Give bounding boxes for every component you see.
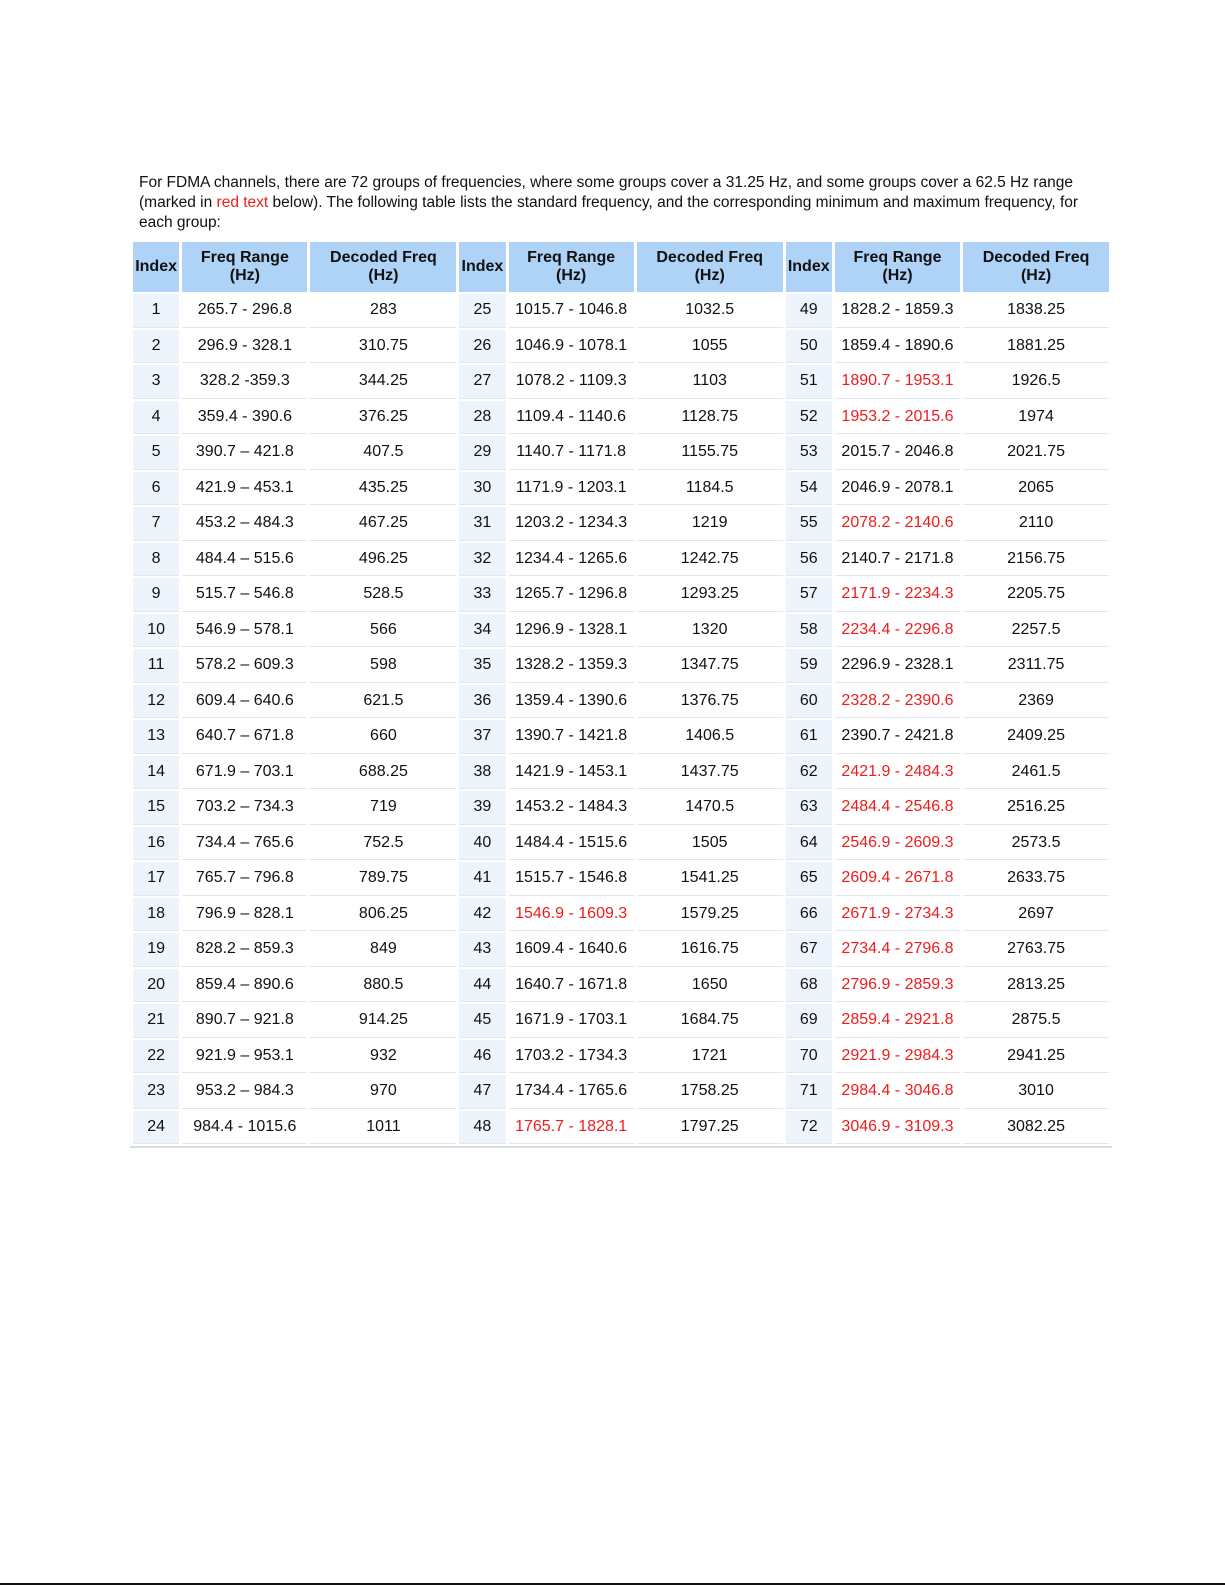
cell-freq-range: 1171.9 - 1203.1	[509, 472, 634, 506]
cell-freq-range: 828.2 – 859.3	[182, 933, 307, 967]
cell-decoded-freq: 970	[310, 1075, 456, 1109]
cell-decoded-freq: 496.25	[310, 543, 456, 577]
cell-decoded-freq: 1797.25	[637, 1111, 783, 1145]
cell-index: 62	[786, 756, 832, 790]
cell-freq-range: 328.2 -359.3	[182, 365, 307, 399]
cell-decoded-freq: 1437.75	[637, 756, 783, 790]
cell-freq-range: 265.7 - 296.8	[182, 294, 307, 328]
cell-index: 7	[133, 507, 179, 541]
cell-index: 29	[459, 436, 505, 470]
cell-index: 63	[786, 791, 832, 825]
cell-index: 67	[786, 933, 832, 967]
cell-decoded-freq: 435.25	[310, 472, 456, 506]
cell-freq-range: 1046.9 - 1078.1	[509, 330, 634, 364]
cell-freq-range: 359.4 - 390.6	[182, 401, 307, 435]
cell-freq-range: 1609.4 - 1640.6	[509, 933, 634, 967]
cell-freq-range: 1015.7 - 1046.8	[509, 294, 634, 328]
cell-decoded-freq: 1320	[637, 614, 783, 648]
cell-decoded-freq: 566	[310, 614, 456, 648]
cell-freq-range: 2734.4 - 2796.8	[835, 933, 960, 967]
cell-decoded-freq: 1838.25	[963, 294, 1109, 328]
cell-freq-range: 1765.7 - 1828.1	[509, 1111, 634, 1145]
table-body	[133, 294, 1109, 1144]
cell-decoded-freq: 849	[310, 933, 456, 967]
table-row	[133, 472, 1109, 506]
cell-freq-range: 1203.2 - 1234.3	[509, 507, 634, 541]
cell-freq-range: 734.4 – 765.6	[182, 827, 307, 861]
cell-decoded-freq: 1376.75	[637, 685, 783, 719]
cell-freq-range: 1859.4 - 1890.6	[835, 330, 960, 364]
cell-freq-range: 671.9 – 703.1	[182, 756, 307, 790]
cell-index: 1	[133, 294, 179, 328]
cell-freq-range: 2390.7 - 2421.8	[835, 720, 960, 754]
cell-decoded-freq: 719	[310, 791, 456, 825]
cell-decoded-freq: 310.75	[310, 330, 456, 364]
cell-freq-range: 1328.2 - 1359.3	[509, 649, 634, 683]
cell-index: 55	[786, 507, 832, 541]
cell-freq-range: 421.9 – 453.1	[182, 472, 307, 506]
cell-decoded-freq: 1758.25	[637, 1075, 783, 1109]
cell-freq-range: 2328.2 - 2390.6	[835, 685, 960, 719]
table-header-row	[133, 242, 1109, 292]
cell-decoded-freq: 1721	[637, 1040, 783, 1074]
cell-index: 13	[133, 720, 179, 754]
intro-text-part1: For FDMA channels, there are 72 groups of frequencies, where some groups cover a 31.25 Hz, and some groups cover a 62.5 Hz range (marked in	[139, 174, 1073, 211]
cell-decoded-freq: 1293.25	[637, 578, 783, 612]
cell-freq-range: 1390.7 - 1421.8	[509, 720, 634, 754]
cell-index: 15	[133, 791, 179, 825]
cell-freq-range: 390.7 – 421.8	[182, 436, 307, 470]
cell-freq-range: 2609.4 - 2671.8	[835, 862, 960, 896]
cell-decoded-freq: 1347.75	[637, 649, 783, 683]
cell-decoded-freq: 880.5	[310, 969, 456, 1003]
cell-index: 11	[133, 649, 179, 683]
cell-index: 41	[459, 862, 505, 896]
cell-index: 19	[133, 933, 179, 967]
cell-index: 12	[133, 685, 179, 719]
cell-freq-range: 1109.4 - 1140.6	[509, 401, 634, 435]
cell-index: 53	[786, 436, 832, 470]
cell-decoded-freq: 2156.75	[963, 543, 1109, 577]
fdma-frequency-table-container	[130, 240, 1112, 1148]
cell-freq-range: 1296.9 - 1328.1	[509, 614, 634, 648]
cell-decoded-freq: 2461.5	[963, 756, 1109, 790]
cell-decoded-freq: 2516.25	[963, 791, 1109, 825]
cell-freq-range: 1546.9 - 1609.3	[509, 898, 634, 932]
cell-decoded-freq: 2573.5	[963, 827, 1109, 861]
cell-freq-range: 2171.9 - 2234.3	[835, 578, 960, 612]
cell-decoded-freq: 1128.75	[637, 401, 783, 435]
cell-index: 71	[786, 1075, 832, 1109]
cell-freq-range: 1671.9 - 1703.1	[509, 1004, 634, 1038]
cell-decoded-freq: 376.25	[310, 401, 456, 435]
cell-index: 38	[459, 756, 505, 790]
cell-index: 58	[786, 614, 832, 648]
cell-index: 69	[786, 1004, 832, 1038]
cell-index: 54	[786, 472, 832, 506]
cell-decoded-freq: 1032.5	[637, 294, 783, 328]
cell-freq-range: 1453.2 - 1484.3	[509, 791, 634, 825]
cell-decoded-freq: 1242.75	[637, 543, 783, 577]
cell-freq-range: 515.7 – 546.8	[182, 578, 307, 612]
cell-index: 17	[133, 862, 179, 896]
table-row	[133, 330, 1109, 364]
cell-index: 47	[459, 1075, 505, 1109]
cell-freq-range: 1234.4 - 1265.6	[509, 543, 634, 577]
cell-index: 49	[786, 294, 832, 328]
cell-index: 21	[133, 1004, 179, 1038]
cell-freq-range: 296.9 - 328.1	[182, 330, 307, 364]
table-row	[133, 827, 1109, 861]
cell-freq-range: 1515.7 - 1546.8	[509, 862, 634, 896]
cell-decoded-freq: 1219	[637, 507, 783, 541]
cell-decoded-freq: 1650	[637, 969, 783, 1003]
cell-index: 66	[786, 898, 832, 932]
cell-index: 64	[786, 827, 832, 861]
cell-index: 70	[786, 1040, 832, 1074]
cell-freq-range: 1140.7 - 1171.8	[509, 436, 634, 470]
cell-index: 35	[459, 649, 505, 683]
cell-freq-range: 3046.9 - 3109.3	[835, 1111, 960, 1145]
table-row	[133, 543, 1109, 577]
cell-index: 68	[786, 969, 832, 1003]
table-row	[133, 791, 1109, 825]
cell-index: 3	[133, 365, 179, 399]
cell-freq-range: 859.4 – 890.6	[182, 969, 307, 1003]
cell-freq-range: 765.7 – 796.8	[182, 862, 307, 896]
cell-index: 60	[786, 685, 832, 719]
cell-index: 34	[459, 614, 505, 648]
table-row	[133, 401, 1109, 435]
cell-freq-range: 2546.9 - 2609.3	[835, 827, 960, 861]
cell-index: 50	[786, 330, 832, 364]
cell-index: 51	[786, 365, 832, 399]
cell-index: 43	[459, 933, 505, 967]
fdma-frequency-table	[130, 240, 1112, 1146]
cell-freq-range: 1640.7 - 1671.8	[509, 969, 634, 1003]
table-row	[133, 507, 1109, 541]
cell-index: 32	[459, 543, 505, 577]
cell-freq-range: 546.9 – 578.1	[182, 614, 307, 648]
intro-paragraph	[139, 173, 1114, 233]
cell-decoded-freq: 598	[310, 649, 456, 683]
cell-freq-range: 1953.2 - 2015.6	[835, 401, 960, 435]
cell-index: 24	[133, 1111, 179, 1145]
cell-freq-range: 2796.9 - 2859.3	[835, 969, 960, 1003]
cell-freq-range: 578.2 – 609.3	[182, 649, 307, 683]
cell-index: 4	[133, 401, 179, 435]
cell-index: 33	[459, 578, 505, 612]
cell-freq-range: 1265.7 - 1296.8	[509, 578, 634, 612]
cell-freq-range: 2140.7 - 2171.8	[835, 543, 960, 577]
table-row	[133, 365, 1109, 399]
cell-index: 30	[459, 472, 505, 506]
cell-decoded-freq: 932	[310, 1040, 456, 1074]
cell-decoded-freq: 2633.75	[963, 862, 1109, 896]
table-row	[133, 685, 1109, 719]
cell-index: 65	[786, 862, 832, 896]
cell-index: 28	[459, 401, 505, 435]
cell-index: 72	[786, 1111, 832, 1145]
cell-index: 61	[786, 720, 832, 754]
cell-decoded-freq: 467.25	[310, 507, 456, 541]
cell-decoded-freq: 1470.5	[637, 791, 783, 825]
table-row	[133, 1004, 1109, 1038]
cell-freq-range: 2046.9 - 2078.1	[835, 472, 960, 506]
table-row	[133, 294, 1109, 328]
cell-index: 59	[786, 649, 832, 683]
cell-decoded-freq: 1579.25	[637, 898, 783, 932]
header-freq-range: Freq Range (Hz)	[182, 242, 307, 292]
cell-freq-range: 1703.2 - 1734.3	[509, 1040, 634, 1074]
cell-index: 6	[133, 472, 179, 506]
cell-decoded-freq: 407.5	[310, 436, 456, 470]
cell-decoded-freq: 2021.75	[963, 436, 1109, 470]
cell-index: 46	[459, 1040, 505, 1074]
cell-freq-range: 1828.2 - 1859.3	[835, 294, 960, 328]
cell-decoded-freq: 2763.75	[963, 933, 1109, 967]
cell-decoded-freq: 2409.25	[963, 720, 1109, 754]
cell-index: 36	[459, 685, 505, 719]
cell-decoded-freq: 1974	[963, 401, 1109, 435]
cell-decoded-freq: 1505	[637, 827, 783, 861]
cell-freq-range: 1421.9 - 1453.1	[509, 756, 634, 790]
cell-index: 22	[133, 1040, 179, 1074]
cell-decoded-freq: 752.5	[310, 827, 456, 861]
cell-index: 20	[133, 969, 179, 1003]
cell-decoded-freq: 621.5	[310, 685, 456, 719]
cell-freq-range: 890.7 – 921.8	[182, 1004, 307, 1038]
cell-index: 26	[459, 330, 505, 364]
table-row	[133, 1111, 1109, 1145]
cell-decoded-freq: 528.5	[310, 578, 456, 612]
cell-freq-range: 453.2 – 484.3	[182, 507, 307, 541]
cell-decoded-freq: 1616.75	[637, 933, 783, 967]
table-row	[133, 1075, 1109, 1109]
cell-decoded-freq: 2257.5	[963, 614, 1109, 648]
cell-index: 8	[133, 543, 179, 577]
cell-decoded-freq: 1155.75	[637, 436, 783, 470]
cell-index: 56	[786, 543, 832, 577]
cell-index: 42	[459, 898, 505, 932]
cell-decoded-freq: 1881.25	[963, 330, 1109, 364]
cell-index: 14	[133, 756, 179, 790]
cell-freq-range: 2671.9 - 2734.3	[835, 898, 960, 932]
cell-index: 31	[459, 507, 505, 541]
cell-index: 44	[459, 969, 505, 1003]
cell-decoded-freq: 660	[310, 720, 456, 754]
cell-freq-range: 921.9 – 953.1	[182, 1040, 307, 1074]
cell-freq-range: 2421.9 - 2484.3	[835, 756, 960, 790]
cell-decoded-freq: 806.25	[310, 898, 456, 932]
cell-decoded-freq: 2205.75	[963, 578, 1109, 612]
cell-index: 18	[133, 898, 179, 932]
cell-decoded-freq: 2110	[963, 507, 1109, 541]
cell-freq-range: 2984.4 - 3046.8	[835, 1075, 960, 1109]
table-row	[133, 756, 1109, 790]
table-row	[133, 969, 1109, 1003]
cell-decoded-freq: 688.25	[310, 756, 456, 790]
cell-freq-range: 2296.9 - 2328.1	[835, 649, 960, 683]
cell-decoded-freq: 283	[310, 294, 456, 328]
cell-index: 39	[459, 791, 505, 825]
cell-decoded-freq: 1055	[637, 330, 783, 364]
header-freq-range: Freq Range (Hz)	[509, 242, 634, 292]
cell-decoded-freq: 2065	[963, 472, 1109, 506]
cell-freq-range: 484.4 – 515.6	[182, 543, 307, 577]
header-decoded-freq: Decoded Freq (Hz)	[637, 242, 783, 292]
cell-decoded-freq: 2369	[963, 685, 1109, 719]
table-row	[133, 578, 1109, 612]
cell-decoded-freq: 2941.25	[963, 1040, 1109, 1074]
table-row	[133, 436, 1109, 470]
table-row	[133, 1040, 1109, 1074]
cell-freq-range: 2859.4 - 2921.8	[835, 1004, 960, 1038]
cell-index: 27	[459, 365, 505, 399]
cell-decoded-freq: 2697	[963, 898, 1109, 932]
cell-freq-range: 1359.4 - 1390.6	[509, 685, 634, 719]
intro-text-part2: below). The following table lists the standard frequency, and the corresponding minimum and maximum frequency, for each group:	[139, 194, 1079, 231]
cell-decoded-freq: 3010	[963, 1075, 1109, 1109]
cell-freq-range: 796.9 – 828.1	[182, 898, 307, 932]
cell-decoded-freq: 2813.25	[963, 969, 1109, 1003]
cell-decoded-freq: 1184.5	[637, 472, 783, 506]
cell-freq-range: 2078.2 - 2140.6	[835, 507, 960, 541]
cell-freq-range: 609.4 – 640.6	[182, 685, 307, 719]
cell-freq-range: 703.2 – 734.3	[182, 791, 307, 825]
cell-freq-range: 2234.4 - 2296.8	[835, 614, 960, 648]
table-row	[133, 649, 1109, 683]
cell-decoded-freq: 1684.75	[637, 1004, 783, 1038]
table-row	[133, 614, 1109, 648]
cell-index: 48	[459, 1111, 505, 1145]
cell-freq-range: 953.2 – 984.3	[182, 1075, 307, 1109]
cell-freq-range: 2484.4 - 2546.8	[835, 791, 960, 825]
cell-index: 10	[133, 614, 179, 648]
table-row	[133, 862, 1109, 896]
cell-freq-range: 2015.7 - 2046.8	[835, 436, 960, 470]
cell-decoded-freq: 1926.5	[963, 365, 1109, 399]
header-freq-range: Freq Range (Hz)	[835, 242, 960, 292]
cell-index: 37	[459, 720, 505, 754]
cell-index: 2	[133, 330, 179, 364]
cell-freq-range: 1078.2 - 1109.3	[509, 365, 634, 399]
cell-index: 40	[459, 827, 505, 861]
cell-decoded-freq: 789.75	[310, 862, 456, 896]
header-index: Index	[786, 242, 832, 292]
header-decoded-freq: Decoded Freq (Hz)	[310, 242, 456, 292]
cell-index: 16	[133, 827, 179, 861]
cell-freq-range: 2921.9 - 2984.3	[835, 1040, 960, 1074]
cell-freq-range: 1734.4 - 1765.6	[509, 1075, 634, 1109]
cell-decoded-freq: 344.25	[310, 365, 456, 399]
cell-index: 23	[133, 1075, 179, 1109]
table-row	[133, 720, 1109, 754]
table-row	[133, 933, 1109, 967]
cell-index: 25	[459, 294, 505, 328]
cell-index: 9	[133, 578, 179, 612]
cell-index: 45	[459, 1004, 505, 1038]
cell-decoded-freq: 3082.25	[963, 1111, 1109, 1145]
cell-decoded-freq: 2875.5	[963, 1004, 1109, 1038]
cell-decoded-freq: 1103	[637, 365, 783, 399]
cell-decoded-freq: 1541.25	[637, 862, 783, 896]
cell-freq-range: 984.4 - 1015.6	[182, 1111, 307, 1145]
cell-freq-range: 1484.4 - 1515.6	[509, 827, 634, 861]
cell-decoded-freq: 1011	[310, 1111, 456, 1145]
cell-index: 5	[133, 436, 179, 470]
cell-freq-range: 1890.7 - 1953.1	[835, 365, 960, 399]
cell-decoded-freq: 914.25	[310, 1004, 456, 1038]
intro-red-text: red text	[216, 194, 269, 211]
header-index: Index	[133, 242, 179, 292]
header-index: Index	[459, 242, 505, 292]
table-row	[133, 898, 1109, 932]
cell-decoded-freq: 2311.75	[963, 649, 1109, 683]
header-decoded-freq: Decoded Freq (Hz)	[963, 242, 1109, 292]
cell-freq-range: 640.7 – 671.8	[182, 720, 307, 754]
cell-index: 57	[786, 578, 832, 612]
cell-index: 52	[786, 401, 832, 435]
cell-decoded-freq: 1406.5	[637, 720, 783, 754]
